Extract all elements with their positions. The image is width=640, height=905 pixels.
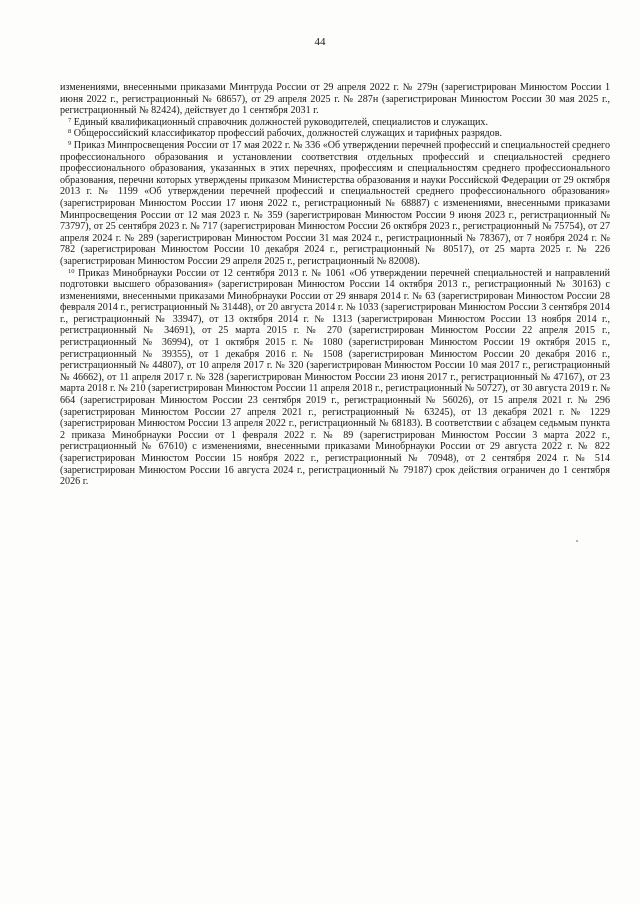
- page-number: 44: [314, 36, 326, 48]
- footnote-text: Приказ Минпросвещения России от 17 мая 2022 г. № 336 «Об утверждении перечней профессий и специальностей среднего профессионального образования и установлении соответствия отдельных профессий и специальностей среднего профессионального образования, указанных в этих перечнях, профессиям и специальностям среднего профессионального образования, перечни которых утверждены приказом Министерства образования и науки Российской Федерации от 29 октября 2013 г. № 1199 «Об утверждении перечней профессий и специальностей среднего профессионального образования» (зарегистрирован Минюстом России 17 июня 2022 г., регистрационный № 68887) с изменениями, внесенными приказами Минпросвещения России от 12 мая 2023 г. № 359 (зарегистрирован Минюстом России 9 июня 2023 г., регистрационный № 73797), от 25 сентября 2023 г. № 717 (зарегистрирован Минюстом России 26 октября 2023 г., регистрационный № 75754), от 27 апреля 2024 г. № 289 (зарегистрирован Минюстом России 31 мая 2024 г., регистрационный № 78367), от 7 ноября 2024 г. № 782 (зарегистрирован Минюстом России 10 декабря 2024 г., регистрационный № 80517), от 25 марта 2025 г. № 226 (зарегистрирован Минюстом России 29 апреля 2025 г., регистрационный № 82008).: [60, 139, 610, 267]
- scan-speck: [576, 540, 578, 542]
- footnote-8: [60, 128, 610, 140]
- footnote-mark: 7: [68, 116, 72, 124]
- footnote-mark: 10: [68, 267, 75, 275]
- footnote-mark: 9: [68, 139, 72, 147]
- footnote-text: Общероссийский классификатор профессий рабочих, должностей служащих и тарифных разрядов.: [71, 128, 502, 140]
- footnote-text: изменениями, внесенными приказами Минтруда России от 29 апреля 2022 г. № 279н (зарегистрирован Минюстом России 1 июня 2022 г., регистрационный № 68657), от 29 апреля 2025 г. № 287н (зарегистрирован Минюстом России 30 мая 2025 г., регистрационный № 82424), действует до 1 сентября 2031 г.: [60, 82, 610, 117]
- footnote-text: Единый квалификационный справочник должностей руководителей, специалистов и служащих.: [71, 116, 488, 128]
- footnotes-block: [60, 82, 610, 488]
- footnote-7: [60, 117, 610, 129]
- footnote-continuation: [60, 82, 610, 117]
- footnote-9: [60, 140, 610, 268]
- footnote-mark: 8: [68, 128, 72, 136]
- footnote-10: [60, 268, 610, 488]
- footnote-text: Приказ Минобрнауки России от 12 сентября 2013 г. № 1061 «Об утверждении перечней специальностей и направлений подготовки высшего образования» (зарегистрирован Минюстом России 14 октября 2013 г., регистрационный № 30163) с изменениями, внесенными приказами Минобрнауки России от 29 января 2014 г. № 63 (зарегистрирован Минюстом России 28 февраля 2014 г., регистрационный № 31448), от 20 августа 2014 г. № 1033 (зарегистрирован Минюстом России 3 сентября 2014 г., регистрационный № 33947), от 13 октября 2014 г. № 1313 (зарегистрирован Минюстом России 13 ноября 2014 г., регистрационный № 34691), от 25 марта 2015 г. № 270 (зарегистрирован Минюстом России 22 апреля 2015 г., регистрационный № 36994), от 1 октября 2015 г. № 1080 (зарегистрирован Минюстом России 19 октября 2015 г., регистрационный № 39355), от 1 декабря 2016 г. № 1508 (зарегистрирован Минюстом России 20 декабря 2016 г., регистрационный № 44807), от 10 апреля 2017 г. № 320 (зарегистрирован Минюстом России 10 мая 2017 г., регистрационный № 46662), от 11 апреля 2017 г. № 328 (зарегистрирован Минюстом России 23 июня 2017 г., регистрационный № 47167), от 23 марта 2018 г. № 210 (зарегистрирован Минюстом России 11 апреля 2018 г., регистрационный № 50727), от 30 августа 2019 г. № 664 (зарегистрирован Минюстом России 23 сентября 2019 г., регистрационный № 56026), от 15 апреля 2021 г. № 296 (зарегистрирован Минюстом России 27 апреля 2021 г., регистрационный № 63245), от 13 декабря 2021 г. № 1229 (зарегистрирован Минюстом России 13 апреля 2022 г., регистрационный № 68183). В соответствии с абзацем седьмым пункта 2 приказа Минобрнауки России от 1 февраля 2022 г. № 89 (зарегистрирован Минюстом России 3 марта 2022 г., регистрационный № 67610) с изменениями, внесенными приказами Минобрнауки России от 29 августа 2022 г. № 822 (зарегистрирован Минюстом России 15 ноября 2022 г., регистрационный № 70948), от 2 сентября 2024 г. № 514 (зарегистрирован Минюстом России 16 августа 2024 г., регистрационный № 79187) срок действия ограничен до 1 сентября 2026 г.: [60, 267, 610, 488]
